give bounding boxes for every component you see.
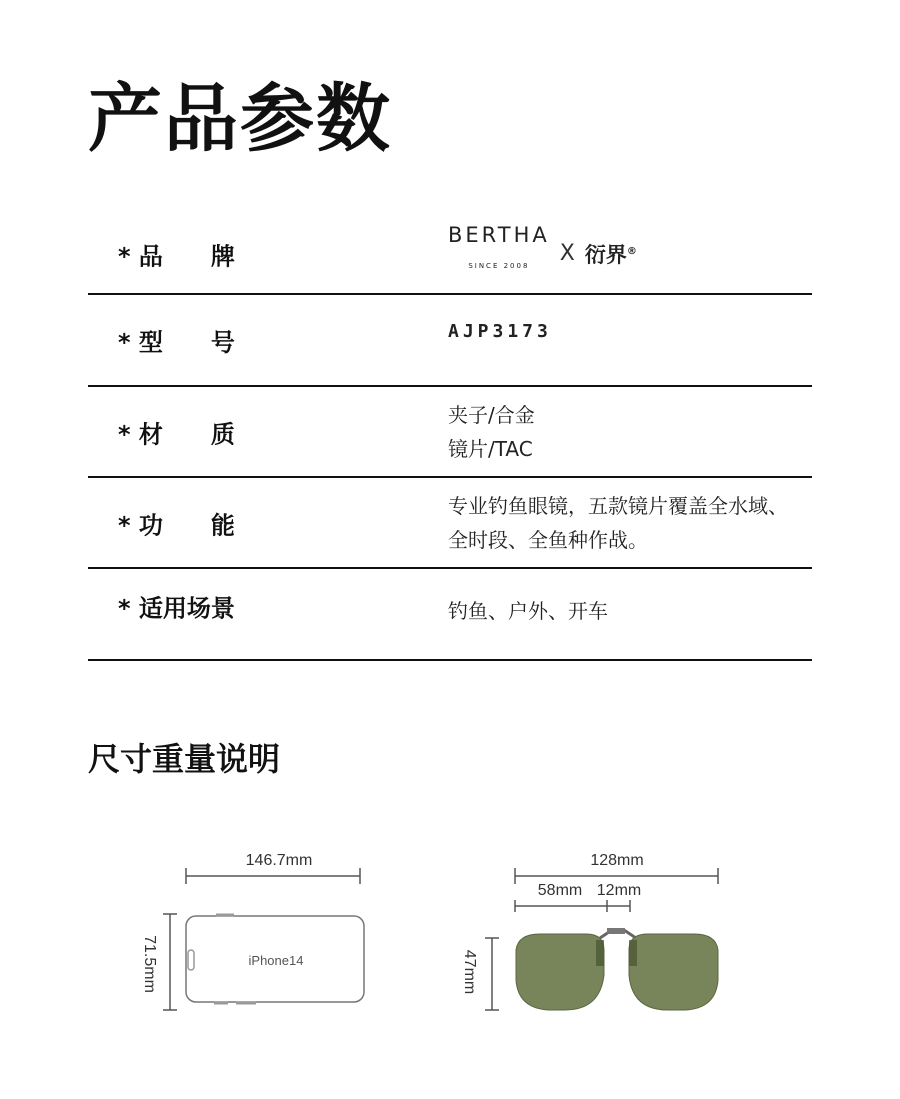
spec-label: * 适用场景 [118, 594, 235, 623]
material-line: 夹子/合金 [448, 402, 535, 427]
bertha-wordmark: BERTHA [448, 222, 550, 247]
registered-mark: ® [626, 246, 637, 257]
glasses-height-label: 47mm [461, 949, 478, 995]
spec-label: * 材 质 [118, 420, 235, 448]
partner-name: 衍界 [584, 243, 627, 267]
brand-cross: X [559, 240, 575, 266]
usage-value: 钓鱼、户外、开车 [448, 599, 608, 623]
spec-label: * 品 牌 [118, 242, 235, 270]
phone-width-label: 146.7mm [245, 852, 313, 869]
glasses-height-dimension [485, 938, 499, 1010]
lens-bridge-dimension [515, 900, 630, 912]
lens-width-label: 58mm [537, 882, 583, 899]
page-title: 产品参数 [88, 76, 392, 162]
phone-height-dimension [163, 914, 177, 1010]
bridge-width-label: 12mm [596, 882, 642, 899]
size-section-title: 尺寸重量说明 [88, 740, 281, 778]
phone-width-dimension [186, 868, 360, 884]
clip-sunglasses-illustration [516, 928, 718, 1010]
glasses-width-label: 128mm [590, 852, 644, 869]
function-line: 全时段、全鱼种作战。 [448, 527, 648, 552]
model-value: AJP3173 [448, 321, 552, 342]
spec-label: * 功 能 [118, 511, 235, 539]
material-line: 镜片/TAC [448, 436, 533, 461]
bertha-since: SINCE 2008 [468, 261, 530, 270]
spec-label: * 型 号 [118, 328, 235, 357]
phone-device-label: iPhone14 [248, 953, 304, 968]
function-line: 专业钓鱼眼镜，五款镜片覆盖全水域、 [448, 493, 788, 518]
phone-height-label: 71.5mm [141, 935, 158, 993]
